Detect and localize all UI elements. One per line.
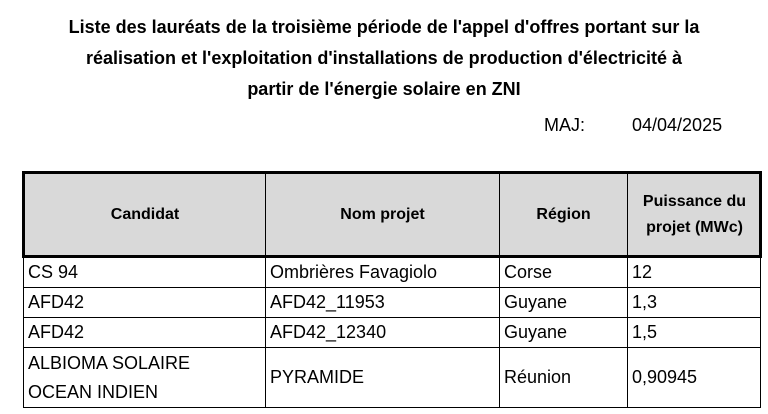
table-row <box>24 348 761 408</box>
cell-candidat: AFD42 <box>24 318 266 348</box>
cell-region: Réunion <box>500 348 628 408</box>
header-candidat: Candidat <box>24 173 266 257</box>
title-line-1: Liste des lauréats de la troisième période de l'appel d'offres portant sur la <box>68 17 700 37</box>
laureats-table <box>22 171 762 408</box>
cell-region: Corse <box>500 257 628 288</box>
header-nom-projet: Nom projet <box>266 173 500 257</box>
cell-candidat: ALBIOMA SOLAIRE OCEAN INDIEN <box>24 348 266 408</box>
cell-nom-projet: Ombrières Favagiolo <box>266 257 500 288</box>
table-header-row <box>24 173 761 257</box>
cell-nom-projet: AFD42_12340 <box>266 318 500 348</box>
title-line-3: partir de l'énergie solaire en ZNI <box>247 79 521 99</box>
table-row <box>24 318 761 348</box>
cell-puissance: 1,3 <box>628 288 761 318</box>
cell-candidat: AFD42 <box>24 288 266 318</box>
cell-candidat: CS 94 <box>24 257 266 288</box>
cell-puissance: 1,5 <box>628 318 761 348</box>
cell-region: Guyane <box>500 288 628 318</box>
header-region: Région <box>500 173 628 257</box>
header-puissance: Puissance du projet (MWc) <box>628 173 761 257</box>
table-row <box>24 288 761 318</box>
cell-puissance: 0,90945 <box>628 348 761 408</box>
cell-puissance: 12 <box>628 257 761 288</box>
update-label: MAJ: <box>544 115 586 135</box>
document-title <box>0 12 768 105</box>
cell-region: Guyane <box>500 318 628 348</box>
cell-nom-projet: AFD42_11953 <box>266 288 500 318</box>
table-row <box>24 257 761 288</box>
title-line-2: réalisation et l'exploitation d'installations de production d'électricité à <box>86 48 682 68</box>
update-date: 04/04/2025 <box>632 115 723 135</box>
cell-nom-projet: PYRAMIDE <box>266 348 500 408</box>
